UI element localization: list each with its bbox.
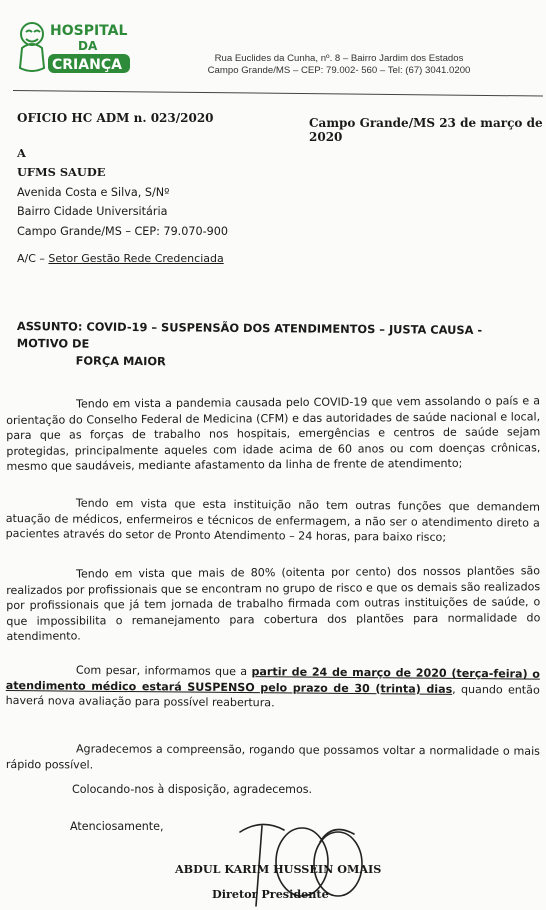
- paragraph-2: Tendo em vista que esta instituição não tem outras funções que demandem atuação de médicos, enfermeiros e técnicos de enfermagem, a não ser o atendimento direto a pacientes através do setor de Pronto Atendimento – 24 horas, para baixo risco;: [5, 496, 540, 545]
- svg-text:DA: DA: [78, 39, 98, 53]
- paragraph-5: Agradecemos a compreensão, rogando que possamos voltar a normalidade o mais rápido possível.: [5, 742, 540, 772]
- address-line-2: Campo Grande/MS – CEP: 79.002- 560 – Tel: (67) 3041.0200: [207, 65, 471, 76]
- subject-line-1: ASSUNTO: COVID-19 – SUSPENSÃO DOS ATENDIMENTOS – JUSTA CAUSA - MOTIVO DE: [16, 318, 483, 351]
- hospital-logo: [14, 14, 132, 76]
- suspension-notice: partir de 24 de março de 2020 (terça-feira) o atendimento médico estará SUSPENSO pelo prazo de 30 (trinta) dias: [5, 665, 540, 696]
- paragraph-3: Tendo em vista que mais de 80% (oitenta por cento) dos nossos plantões são realizados por profissionais que se encontram no grupo de risco e que os demais são realizados por profissionais que já tem jornada de trabalho firmada com outras instituições de saúde, o que impossibilita o remanejamento para cobertura dos plantões para normalidade do atendimento.: [6, 564, 541, 644]
- letter-date: Campo Grande/MS 23 de março de 2020: [309, 116, 543, 144]
- signatory-role: Diretor Presidente: [212, 887, 329, 901]
- recipient-name: UFMS SAUDE: [17, 165, 106, 180]
- office-reference: OFICIO HC ADM n. 023/2020: [17, 111, 214, 125]
- recipient-street: Avenida Costa e Silva, S/Nº: [17, 185, 170, 199]
- signatory-name: ABDUL KARIM HUSSEIN OMAIS: [175, 862, 382, 876]
- recipient-block: [17, 144, 228, 241]
- recipient-city: Campo Grande/MS – CEP: 79.070-900: [17, 224, 228, 238]
- svg-text:CRIANÇA: CRIANÇA: [52, 57, 122, 73]
- subject: [17, 318, 537, 374]
- subject-line-2: FORÇA MAIOR: [75, 353, 166, 369]
- closing: Atenciosamente,: [70, 820, 164, 833]
- recipient-district: Bairro Cidade Universitária: [17, 205, 168, 219]
- paragraph-4: Com pesar, informamos que a partir de 24 de março de 2020 (terça-feira) o atendimento médico estará SUSPENSO pelo prazo de 30 (trinta) dias, quando então haverá nova avaliação para possível reabertura.: [5, 663, 540, 710]
- recipient-to: A: [17, 146, 26, 160]
- hospital-address: [184, 53, 494, 77]
- attention-line: [17, 252, 224, 265]
- attention-department: Setor Gestão Rede Credenciada: [48, 252, 224, 265]
- svg-text:HOSPITAL: HOSPITAL: [50, 23, 128, 39]
- address-line-1: Rua Euclides da Cunha, nº. 8 – Bairro Jardim dos Estados: [214, 53, 464, 64]
- attention-prefix: A/C –: [17, 252, 45, 265]
- paragraph-1: Tendo em vista a pandemia causada pelo COVID-19 que vem assolando o país e a orientação do Conselho Federal de Medicina (CFM) e das autoridades de saúde nacional e local, para que as forças de trabalho nos hospitais, emergências e centros de saúde sejam protegidas, principalmente aqueles com idade acima de 60 anos ou com doenças crônicas, mesmo que saudáveis, mediante afastamento da linha de frente de atendimento;: [6, 394, 541, 474]
- paragraph-6: Colocando-nos à disposição, agradecemos.: [72, 783, 313, 796]
- header-divider: [13, 90, 543, 97]
